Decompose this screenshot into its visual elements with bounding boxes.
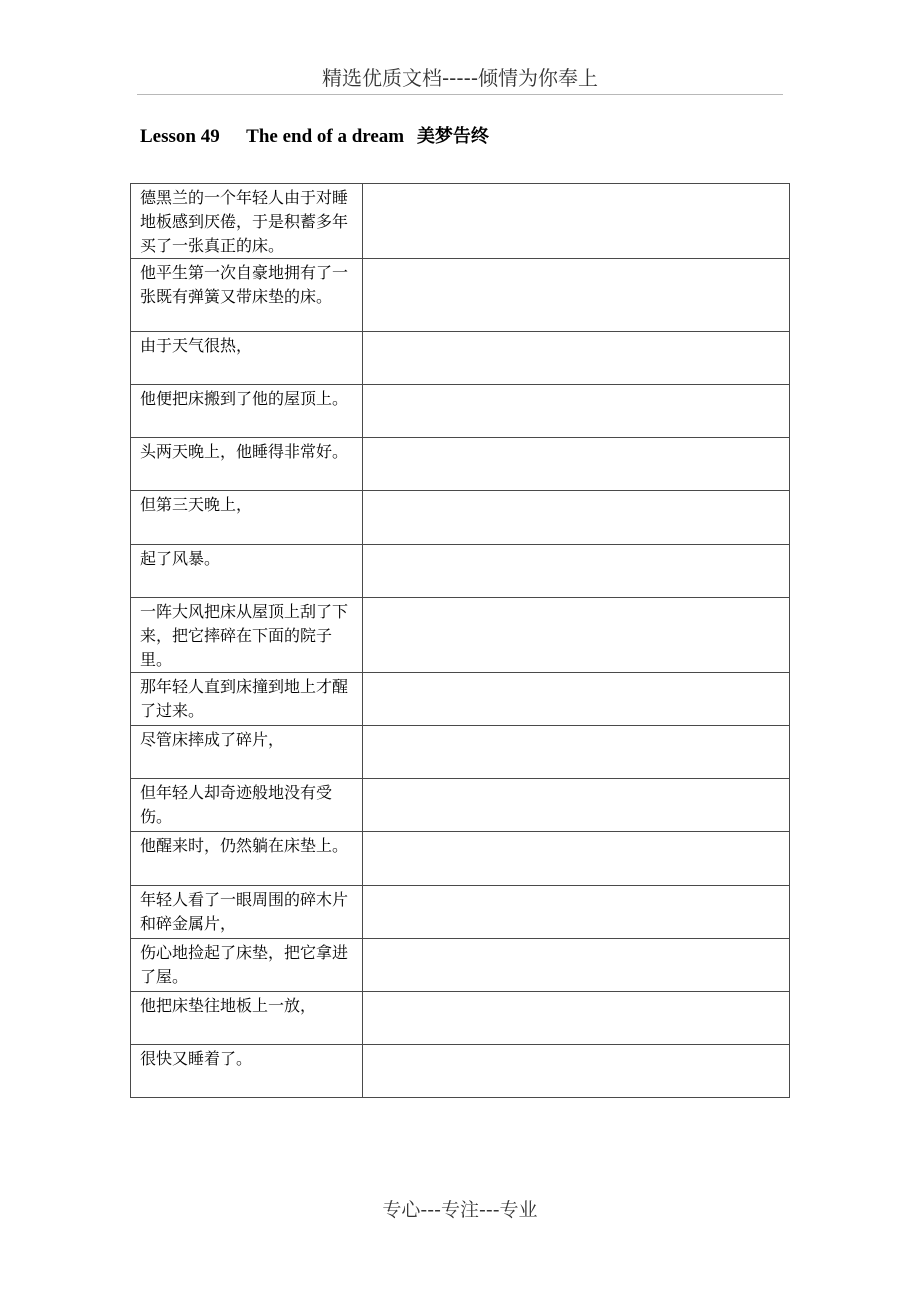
chinese-sentence: 他平生第一次自豪地拥有了一张既有弹簧又带床垫的床。 bbox=[140, 263, 349, 306]
chinese-sentence: 那年轻人直到床撞到地上才醒了过来。 bbox=[140, 677, 349, 720]
translation-cell[interactable] bbox=[363, 779, 790, 832]
chinese-cell bbox=[131, 332, 363, 385]
table-row bbox=[131, 332, 790, 385]
table-row bbox=[131, 491, 790, 545]
chinese-sentence: 起了风暴。 bbox=[140, 549, 221, 568]
table-row bbox=[131, 832, 790, 886]
table-row bbox=[131, 1045, 790, 1098]
table-row bbox=[131, 438, 790, 491]
chinese-cell bbox=[131, 545, 363, 598]
translation-cell[interactable] bbox=[363, 332, 790, 385]
lesson-number: Lesson 49 bbox=[140, 126, 220, 147]
chinese-sentence: 德黑兰的一个年轻人由于对睡地板感到厌倦，于是积蓄多年买了一张真正的床。 bbox=[140, 188, 349, 255]
chinese-cell bbox=[131, 259, 363, 332]
translation-cell[interactable] bbox=[363, 545, 790, 598]
lesson-title bbox=[140, 122, 489, 152]
chinese-cell bbox=[131, 779, 363, 832]
chinese-sentence: 他醒来时，仍然躺在床垫上。 bbox=[140, 836, 349, 855]
chinese-sentence: 头两天晚上，他睡得非常好。 bbox=[140, 442, 349, 461]
translation-cell[interactable] bbox=[363, 939, 790, 992]
chinese-sentence: 一阵大风把床从屋顶上刮了下来，把它摔碎在下面的院子里。 bbox=[140, 602, 349, 669]
translation-table bbox=[130, 183, 790, 1098]
table-row bbox=[131, 385, 790, 438]
table-row bbox=[131, 545, 790, 598]
table-row bbox=[131, 259, 790, 332]
table-row bbox=[131, 886, 790, 939]
table-row bbox=[131, 992, 790, 1045]
chinese-cell bbox=[131, 886, 363, 939]
page-header-text: 精选优质文档-----倾情为你奉上 bbox=[321, 66, 599, 90]
page-footer-text: 专心---专注---专业 bbox=[382, 1199, 538, 1221]
translation-cell[interactable] bbox=[363, 438, 790, 491]
page-header bbox=[137, 62, 783, 95]
table-row bbox=[131, 726, 790, 779]
chinese-sentence: 但年轻人却奇迹般地没有受伤。 bbox=[140, 783, 333, 826]
chinese-sentence: 很快又睡着了。 bbox=[140, 1049, 253, 1068]
translation-cell[interactable] bbox=[363, 992, 790, 1045]
table-row bbox=[131, 779, 790, 832]
chinese-sentence: 尽管床摔成了碎片， bbox=[140, 730, 285, 749]
chinese-sentence: 他把床垫往地板上一放， bbox=[140, 996, 317, 1015]
table-row bbox=[131, 939, 790, 992]
translation-cell[interactable] bbox=[363, 385, 790, 438]
chinese-cell bbox=[131, 726, 363, 779]
chinese-cell bbox=[131, 673, 363, 726]
chinese-sentence: 年轻人看了一眼周围的碎木片和碎金属片， bbox=[140, 890, 349, 933]
translation-cell[interactable] bbox=[363, 184, 790, 259]
chinese-sentence: 但第三天晚上， bbox=[140, 495, 253, 514]
translation-cell[interactable] bbox=[363, 886, 790, 939]
chinese-cell bbox=[131, 385, 363, 438]
translation-cell[interactable] bbox=[363, 259, 790, 332]
chinese-sentence: 伤心地捡起了床垫，把它拿进了屋。 bbox=[140, 943, 349, 986]
chinese-cell bbox=[131, 598, 363, 673]
table-row bbox=[131, 598, 790, 673]
chinese-cell bbox=[131, 438, 363, 491]
chinese-cell bbox=[131, 832, 363, 886]
chinese-cell bbox=[131, 491, 363, 545]
translation-cell[interactable] bbox=[363, 673, 790, 726]
lesson-chinese-title: 美梦告终 bbox=[416, 126, 489, 147]
translation-cell[interactable] bbox=[363, 832, 790, 886]
table-row bbox=[131, 184, 790, 259]
chinese-cell bbox=[131, 184, 363, 259]
chinese-sentence: 由于天气很热， bbox=[140, 336, 253, 355]
chinese-cell bbox=[131, 939, 363, 992]
translation-cell[interactable] bbox=[363, 1045, 790, 1098]
chinese-cell bbox=[131, 992, 363, 1045]
chinese-sentence: 他便把床搬到了他的屋顶上。 bbox=[140, 389, 349, 408]
table-row bbox=[131, 673, 790, 726]
translation-cell[interactable] bbox=[363, 491, 790, 545]
page-footer bbox=[0, 1196, 920, 1224]
translation-cell[interactable] bbox=[363, 726, 790, 779]
lesson-english-title: The end of a dream bbox=[246, 126, 405, 147]
translation-cell[interactable] bbox=[363, 598, 790, 673]
chinese-cell bbox=[131, 1045, 363, 1098]
